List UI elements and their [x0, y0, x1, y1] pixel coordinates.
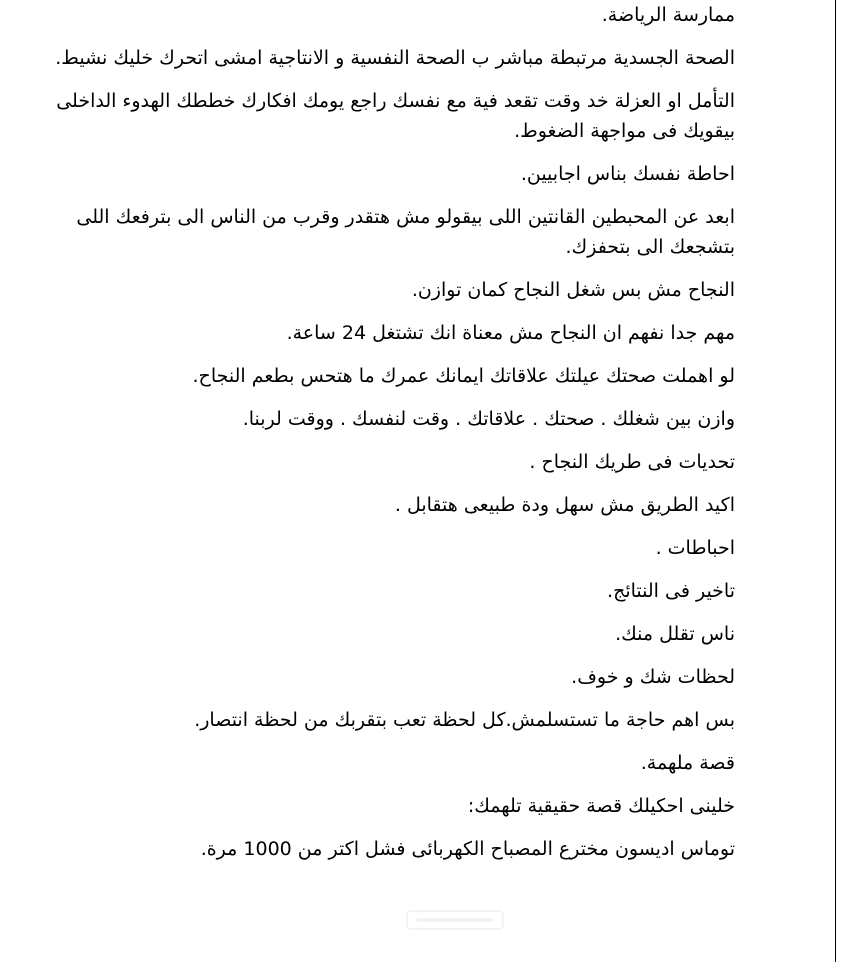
paragraph-belittlers: ناس تقلل منك. — [615, 623, 735, 645]
paragraph-physical-health: الصحة الجسدية مرتبطة مباشر ب الصحة النفسية و الانتاجية امشى اتحرك خليك نشيط. — [55, 47, 735, 69]
paragraph-frustrations: احباطات . — [655, 537, 735, 559]
page-right-border — [835, 0, 836, 962]
paragraph-neglect: لو اهملت صحتك عيلتك علاقاتك ايمانك عمرك ما هتحس بطعم النجاح. — [192, 365, 735, 387]
paragraph-avoid-negative: ابعد عن المحبطين القانتين اللى بيقولو مش هتقدر وقرب من الناس الى بترفعك اللى بتشجعك الى بتحفزك. — [76, 206, 735, 258]
paragraph-let-me-tell: خلينى احكيلك قصة حقيقية تلهمك: — [467, 795, 735, 817]
paragraph-exercise: ممارسة الرياضة. — [601, 4, 735, 26]
document-body — [40, 0, 735, 877]
paragraph-not-24-hours: مهم جدا نفهم ان النجاح مش معناة انك تشتغل 24 ساعة. — [286, 322, 735, 344]
paragraph-delays: تاخير فى النتائج. — [607, 580, 735, 602]
watermark-icon — [405, 905, 505, 935]
paragraph-road-not-easy: اكيد الطريق مش سهل ودة طبيعى هتقابل . — [394, 494, 735, 516]
paragraph-challenges-heading: تحديات فى طريك النجاح . — [529, 451, 735, 473]
paragraph-meditation: التأمل او العزلة خد وقت تقعد فية مع نفسك راجع يومك افكارك خططك الهدوء الداخلى بيقويك فى مواجهة الضغوط. — [56, 90, 735, 142]
paragraph-positive-people: احاطة نفسك بناس اجابيين. — [520, 163, 735, 185]
paragraph-edison: توماس اديسون مخترع المصباح الكهربائى فشل اكتر من 1000 مرة. — [200, 838, 735, 860]
paragraph-balance-list: وازن بين شغلك . صحتك . علاقاتك . وقت لنفسك . ووقت لربنا. — [242, 408, 735, 430]
paragraph-dont-give-up: بس اهم حاجة ما تستسلمش.كل لحظة تعب بتقربك من لحظة انتصار. — [194, 709, 735, 731]
paragraph-inspiring-story: قصة ملهمة. — [640, 752, 735, 774]
paragraph-balance: النجاح مش بس شغل النجاح كمان توازن. — [411, 279, 735, 301]
paragraph-doubt-fear: لحظات شك و خوف. — [571, 666, 735, 688]
